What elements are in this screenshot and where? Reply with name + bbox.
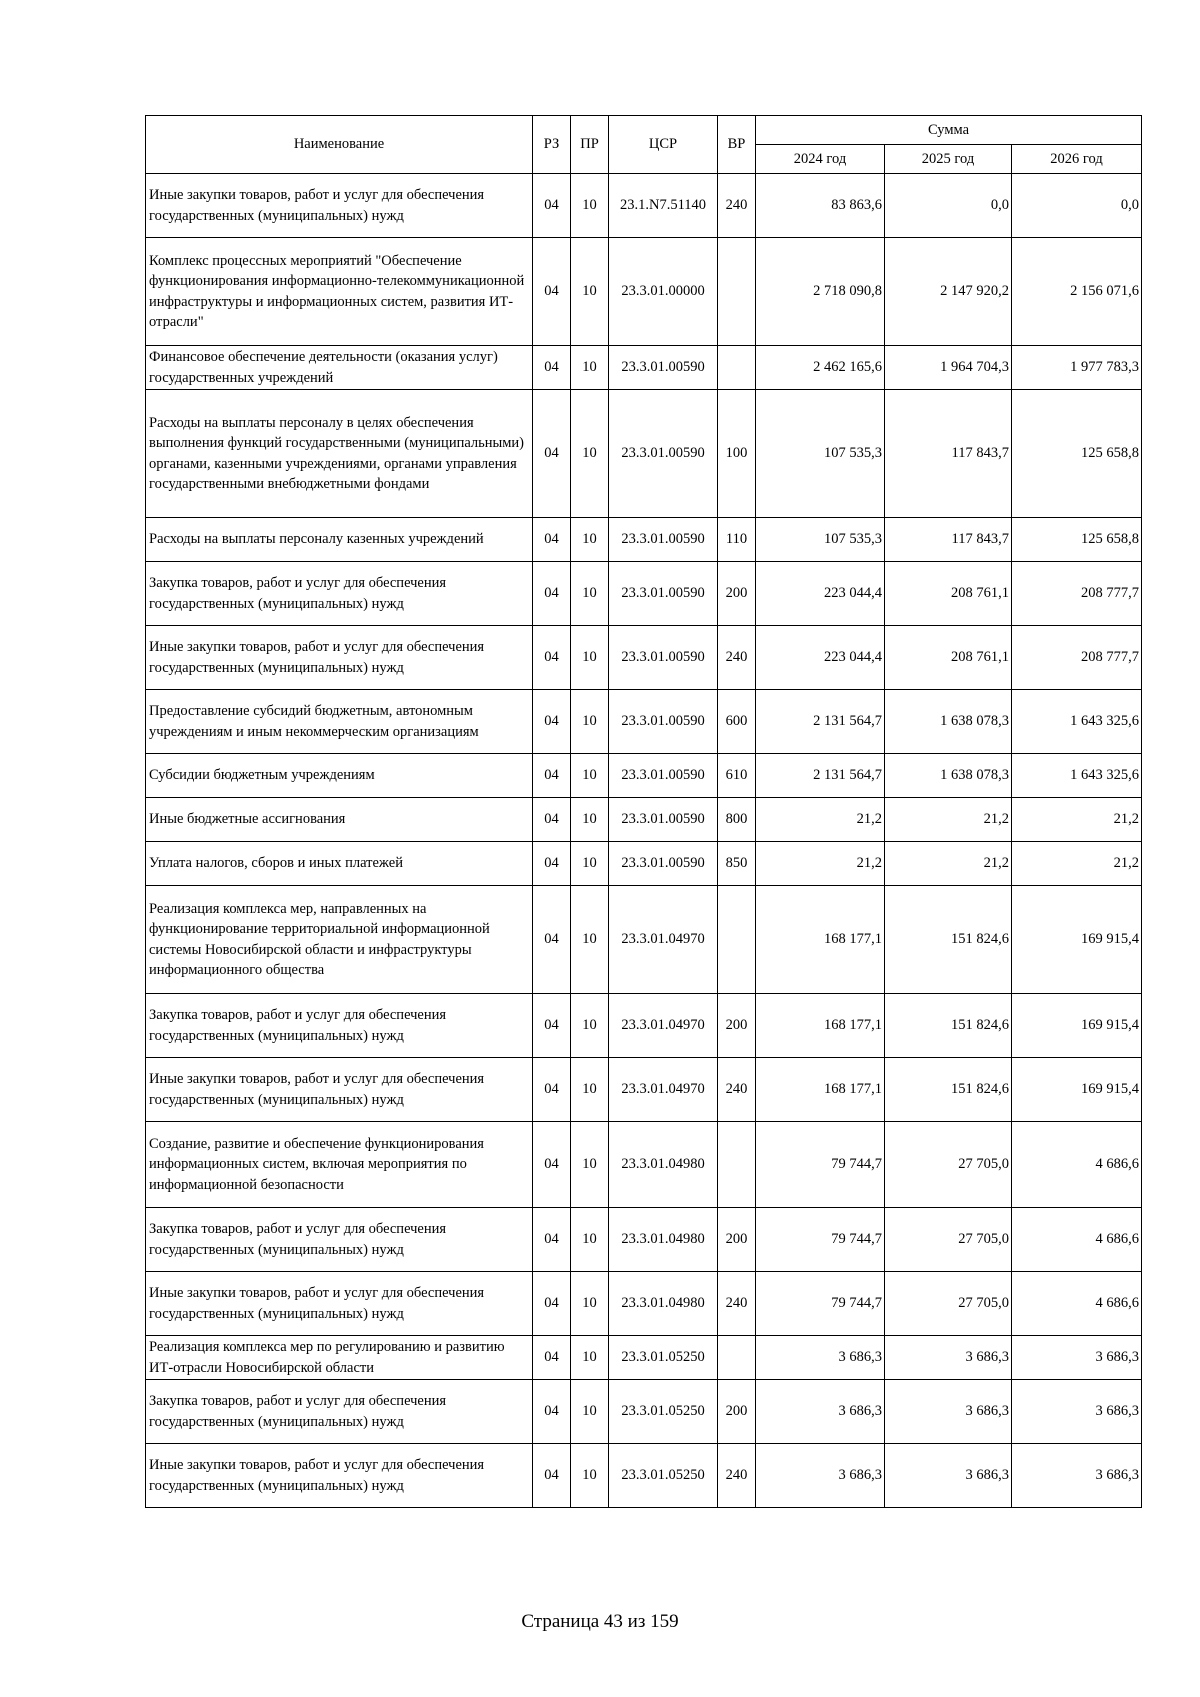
- cell-sum-2024: 3 686,3: [756, 1444, 885, 1508]
- cell-rz: 04: [533, 1444, 571, 1508]
- cell-name: Финансовое обеспечение деятельности (оказания услуг) государственных учреждений: [146, 346, 533, 390]
- cell-sum-2026: 3 686,3: [1012, 1380, 1142, 1444]
- cell-rz: 04: [533, 1380, 571, 1444]
- cell-sum-2024: 223 044,4: [756, 562, 885, 626]
- cell-sum-2025: 208 761,1: [885, 562, 1012, 626]
- cell-name: Иные закупки товаров, работ и услуг для обеспечения государственных (муниципальных) нужд: [146, 626, 533, 690]
- cell-sum-2026: 1 643 325,6: [1012, 754, 1142, 798]
- cell-csr: 23.1.N7.51140: [609, 174, 718, 238]
- cell-name: Расходы на выплаты персоналу казенных учреждений: [146, 518, 533, 562]
- cell-vr: 240: [718, 174, 756, 238]
- table-row: [146, 754, 1142, 798]
- table-row: [146, 1122, 1142, 1208]
- cell-sum-2026: 169 915,4: [1012, 994, 1142, 1058]
- cell-pr: 10: [571, 174, 609, 238]
- cell-rz: 04: [533, 626, 571, 690]
- table-row: [146, 1380, 1142, 1444]
- cell-name: Закупка товаров, работ и услуг для обеспечения государственных (муниципальных) нужд: [146, 994, 533, 1058]
- cell-csr: 23.3.01.00590: [609, 346, 718, 390]
- cell-vr: 600: [718, 690, 756, 754]
- cell-vr: 200: [718, 994, 756, 1058]
- cell-sum-2025: 27 705,0: [885, 1122, 1012, 1208]
- cell-sum-2026: 125 658,8: [1012, 518, 1142, 562]
- cell-vr: 800: [718, 798, 756, 842]
- cell-sum-2024: 2 131 564,7: [756, 754, 885, 798]
- cell-sum-2024: 79 744,7: [756, 1122, 885, 1208]
- cell-sum-2025: 0,0: [885, 174, 1012, 238]
- cell-csr: 23.3.01.00000: [609, 238, 718, 346]
- cell-rz: 04: [533, 798, 571, 842]
- header-pr: ПР: [571, 116, 609, 174]
- cell-name: Комплекс процессных мероприятий "Обеспечение функционирования информационно-телекоммуникационной инфраструктуры и информационных систем, развития ИТ-отрасли": [146, 238, 533, 346]
- cell-vr: [718, 346, 756, 390]
- cell-vr: 110: [718, 518, 756, 562]
- cell-sum-2026: 1 977 783,3: [1012, 346, 1142, 390]
- cell-sum-2025: 208 761,1: [885, 626, 1012, 690]
- cell-sum-2024: 3 686,3: [756, 1380, 885, 1444]
- cell-sum-2025: 21,2: [885, 842, 1012, 886]
- cell-csr: 23.3.01.05250: [609, 1336, 718, 1380]
- cell-sum-2024: 21,2: [756, 842, 885, 886]
- cell-pr: 10: [571, 518, 609, 562]
- cell-vr: [718, 238, 756, 346]
- cell-sum-2026: 4 686,6: [1012, 1122, 1142, 1208]
- table-row: [146, 238, 1142, 346]
- table-row: [146, 994, 1142, 1058]
- cell-vr: 850: [718, 842, 756, 886]
- cell-rz: 04: [533, 754, 571, 798]
- cell-vr: [718, 1122, 756, 1208]
- header-name: Наименование: [146, 116, 533, 174]
- cell-csr: 23.3.01.04980: [609, 1208, 718, 1272]
- table-row: [146, 626, 1142, 690]
- cell-pr: 10: [571, 754, 609, 798]
- cell-name: Закупка товаров, работ и услуг для обеспечения государственных (муниципальных) нужд: [146, 562, 533, 626]
- cell-pr: 10: [571, 238, 609, 346]
- cell-name: Закупка товаров, работ и услуг для обеспечения государственных (муниципальных) нужд: [146, 1208, 533, 1272]
- cell-name: Реализация комплекса мер, направленных на функционирование территориальной информационной системы Новосибирской области и инфраструктуры информационного общества: [146, 886, 533, 994]
- cell-rz: 04: [533, 690, 571, 754]
- cell-vr: [718, 886, 756, 994]
- cell-sum-2024: 223 044,4: [756, 626, 885, 690]
- cell-rz: 04: [533, 174, 571, 238]
- cell-name: Субсидии бюджетным учреждениям: [146, 754, 533, 798]
- cell-sum-2025: 27 705,0: [885, 1272, 1012, 1336]
- table-row: [146, 1058, 1142, 1122]
- cell-pr: 10: [571, 1336, 609, 1380]
- cell-vr: 240: [718, 626, 756, 690]
- cell-name: Предоставление субсидий бюджетным, автономным учреждениям и иным некоммерческим организациям: [146, 690, 533, 754]
- cell-sum-2024: 168 177,1: [756, 1058, 885, 1122]
- cell-pr: 10: [571, 390, 609, 518]
- cell-csr: 23.3.01.04970: [609, 994, 718, 1058]
- budget-table: [145, 115, 1142, 1508]
- cell-sum-2025: 1 964 704,3: [885, 346, 1012, 390]
- cell-pr: 10: [571, 1058, 609, 1122]
- cell-sum-2025: 2 147 920,2: [885, 238, 1012, 346]
- header-csr: ЦСР: [609, 116, 718, 174]
- table-row: [146, 518, 1142, 562]
- cell-vr: 100: [718, 390, 756, 518]
- cell-rz: 04: [533, 1208, 571, 1272]
- cell-sum-2025: 3 686,3: [885, 1380, 1012, 1444]
- cell-sum-2026: 208 777,7: [1012, 562, 1142, 626]
- cell-pr: 10: [571, 346, 609, 390]
- cell-sum-2024: 168 177,1: [756, 886, 885, 994]
- cell-sum-2026: 208 777,7: [1012, 626, 1142, 690]
- table-row: [146, 1272, 1142, 1336]
- cell-pr: 10: [571, 562, 609, 626]
- cell-vr: 240: [718, 1444, 756, 1508]
- cell-sum-2025: 3 686,3: [885, 1444, 1012, 1508]
- table-row: [146, 1336, 1142, 1380]
- cell-name: Иные бюджетные ассигнования: [146, 798, 533, 842]
- cell-sum-2024: 83 863,6: [756, 174, 885, 238]
- cell-sum-2024: 2 718 090,8: [756, 238, 885, 346]
- cell-sum-2026: 4 686,6: [1012, 1208, 1142, 1272]
- cell-sum-2026: 3 686,3: [1012, 1444, 1142, 1508]
- cell-sum-2025: 21,2: [885, 798, 1012, 842]
- cell-csr: 23.3.01.05250: [609, 1380, 718, 1444]
- table-row: [146, 174, 1142, 238]
- cell-csr: 23.3.01.00590: [609, 842, 718, 886]
- table-header: [146, 116, 1142, 174]
- cell-name: Закупка товаров, работ и услуг для обеспечения государственных (муниципальных) нужд: [146, 1380, 533, 1444]
- cell-rz: 04: [533, 994, 571, 1058]
- cell-pr: 10: [571, 1380, 609, 1444]
- cell-csr: 23.3.01.00590: [609, 562, 718, 626]
- cell-sum-2025: 151 824,6: [885, 1058, 1012, 1122]
- cell-name: Уплата налогов, сборов и иных платежей: [146, 842, 533, 886]
- cell-rz: 04: [533, 1122, 571, 1208]
- header-sum: Сумма: [756, 116, 1142, 145]
- cell-sum-2026: 0,0: [1012, 174, 1142, 238]
- cell-name: Иные закупки товаров, работ и услуг для обеспечения государственных (муниципальных) нужд: [146, 1272, 533, 1336]
- cell-sum-2026: 125 658,8: [1012, 390, 1142, 518]
- cell-vr: 240: [718, 1272, 756, 1336]
- cell-name: Иные закупки товаров, работ и услуг для обеспечения государственных (муниципальных) нужд: [146, 174, 533, 238]
- table-row: [146, 842, 1142, 886]
- header-year-2024: 2024 год: [756, 145, 885, 174]
- cell-rz: 04: [533, 886, 571, 994]
- cell-name: Иные закупки товаров, работ и услуг для обеспечения государственных (муниципальных) нужд: [146, 1058, 533, 1122]
- header-rz: РЗ: [533, 116, 571, 174]
- cell-rz: 04: [533, 518, 571, 562]
- cell-sum-2026: 1 643 325,6: [1012, 690, 1142, 754]
- cell-name: Создание, развитие и обеспечение функционирования информационных систем, включая мероприятия по информационной безопасности: [146, 1122, 533, 1208]
- cell-sum-2026: 4 686,6: [1012, 1272, 1142, 1336]
- table-body: [146, 174, 1142, 1508]
- cell-sum-2025: 151 824,6: [885, 886, 1012, 994]
- table-row: [146, 886, 1142, 994]
- cell-pr: 10: [571, 690, 609, 754]
- table-row: [146, 1208, 1142, 1272]
- table-row: [146, 1444, 1142, 1508]
- cell-sum-2025: 3 686,3: [885, 1336, 1012, 1380]
- cell-vr: 200: [718, 1380, 756, 1444]
- cell-csr: 23.3.01.00590: [609, 626, 718, 690]
- cell-csr: 23.3.01.00590: [609, 754, 718, 798]
- cell-sum-2026: 2 156 071,6: [1012, 238, 1142, 346]
- cell-pr: 10: [571, 994, 609, 1058]
- page-number: Страница 43 из 159: [521, 1611, 679, 1632]
- cell-vr: [718, 1336, 756, 1380]
- cell-csr: 23.3.01.00590: [609, 798, 718, 842]
- cell-sum-2025: 151 824,6: [885, 994, 1012, 1058]
- cell-csr: 23.3.01.04970: [609, 886, 718, 994]
- cell-sum-2025: 1 638 078,3: [885, 754, 1012, 798]
- cell-csr: 23.3.01.04970: [609, 1058, 718, 1122]
- cell-pr: 10: [571, 886, 609, 994]
- table-row: [146, 390, 1142, 518]
- cell-pr: 10: [571, 842, 609, 886]
- cell-pr: 10: [571, 1208, 609, 1272]
- cell-sum-2024: 107 535,3: [756, 518, 885, 562]
- cell-sum-2024: 168 177,1: [756, 994, 885, 1058]
- cell-rz: 04: [533, 390, 571, 518]
- cell-sum-2024: 2 131 564,7: [756, 690, 885, 754]
- cell-sum-2025: 117 843,7: [885, 390, 1012, 518]
- cell-pr: 10: [571, 1272, 609, 1336]
- cell-sum-2026: 21,2: [1012, 842, 1142, 886]
- cell-name: Реализация комплекса мер по регулированию и развитию ИТ-отрасли Новосибирской области: [146, 1336, 533, 1380]
- cell-sum-2024: 3 686,3: [756, 1336, 885, 1380]
- cell-rz: 04: [533, 842, 571, 886]
- cell-csr: 23.3.01.05250: [609, 1444, 718, 1508]
- cell-sum-2024: 79 744,7: [756, 1208, 885, 1272]
- cell-rz: 04: [533, 1336, 571, 1380]
- cell-sum-2025: 117 843,7: [885, 518, 1012, 562]
- cell-rz: 04: [533, 346, 571, 390]
- table-row: [146, 690, 1142, 754]
- cell-vr: 200: [718, 1208, 756, 1272]
- cell-csr: 23.3.01.00590: [609, 690, 718, 754]
- cell-sum-2024: 2 462 165,6: [756, 346, 885, 390]
- cell-pr: 10: [571, 626, 609, 690]
- header-vr: ВР: [718, 116, 756, 174]
- cell-name: Иные закупки товаров, работ и услуг для обеспечения государственных (муниципальных) нужд: [146, 1444, 533, 1508]
- cell-rz: 04: [533, 238, 571, 346]
- cell-csr: 23.3.01.00590: [609, 390, 718, 518]
- cell-pr: 10: [571, 1122, 609, 1208]
- cell-name: Расходы на выплаты персоналу в целях обеспечения выполнения функций государственными (муниципальными) органами, казенными учреждениями, органами управления государственными внебюджетными фондами: [146, 390, 533, 518]
- cell-rz: 04: [533, 1272, 571, 1336]
- cell-sum-2026: 169 915,4: [1012, 1058, 1142, 1122]
- cell-sum-2024: 21,2: [756, 798, 885, 842]
- cell-sum-2026: 21,2: [1012, 798, 1142, 842]
- cell-pr: 10: [571, 1444, 609, 1508]
- cell-csr: 23.3.01.00590: [609, 518, 718, 562]
- cell-sum-2026: 3 686,3: [1012, 1336, 1142, 1380]
- cell-vr: 610: [718, 754, 756, 798]
- cell-sum-2024: 79 744,7: [756, 1272, 885, 1336]
- cell-sum-2025: 27 705,0: [885, 1208, 1012, 1272]
- cell-vr: 240: [718, 1058, 756, 1122]
- header-year-2026: 2026 год: [1012, 145, 1142, 174]
- cell-pr: 10: [571, 798, 609, 842]
- cell-sum-2024: 107 535,3: [756, 390, 885, 518]
- cell-csr: 23.3.01.04980: [609, 1122, 718, 1208]
- cell-rz: 04: [533, 562, 571, 626]
- header-year-2025: 2025 год: [885, 145, 1012, 174]
- cell-sum-2026: 169 915,4: [1012, 886, 1142, 994]
- cell-csr: 23.3.01.04980: [609, 1272, 718, 1336]
- cell-sum-2025: 1 638 078,3: [885, 690, 1012, 754]
- cell-vr: 200: [718, 562, 756, 626]
- table-row: [146, 346, 1142, 390]
- table-row: [146, 562, 1142, 626]
- table-row: [146, 798, 1142, 842]
- cell-rz: 04: [533, 1058, 571, 1122]
